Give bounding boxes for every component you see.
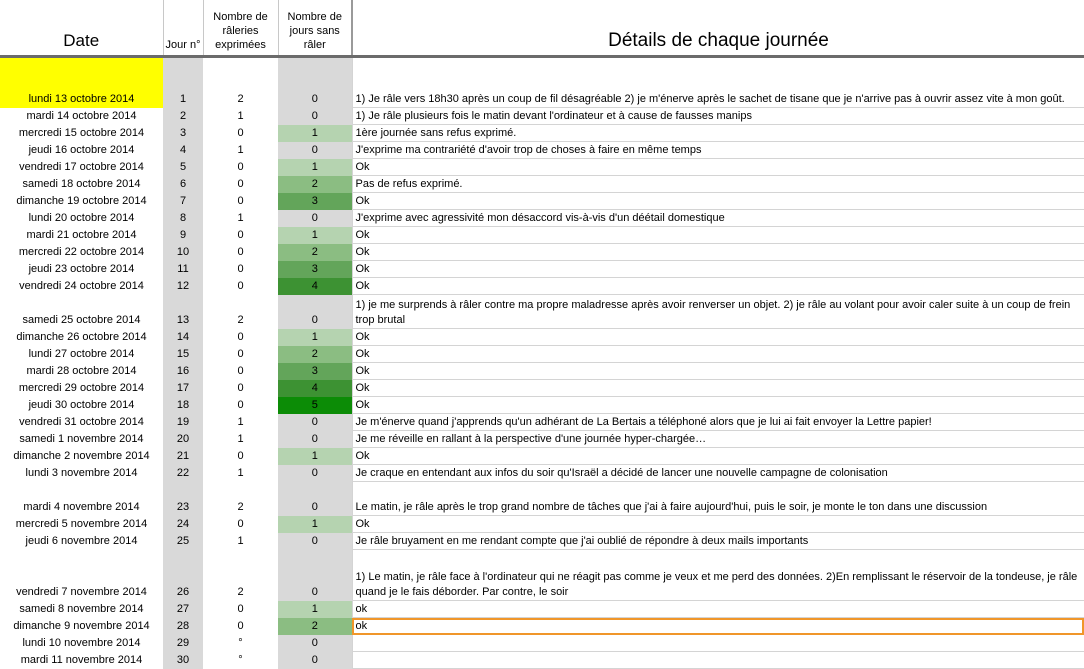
date-cell[interactable]: lundi 27 octobre 2014 [28, 347, 135, 360]
jours-sans-cell[interactable]: 0 [278, 533, 352, 550]
jour-cell[interactable]: 21 [163, 448, 203, 465]
details-cell[interactable]: 1) Le matin, je râle face à l'ordinateur qui ne réagit pas comme je veux et me perd des données. 2)En remplissant le réservoir de la tondeuse, je râle quand je le fais déborder. Par contre, le soir [352, 550, 1084, 601]
details-cell[interactable]: Le matin, je râle après le trop grand nombre de tâches que j'ai à faire aujourd'hui, puis le soir, je monte le ton dans une discussion [352, 482, 1084, 516]
raleries-cell[interactable]: 2 [237, 92, 244, 105]
date-cell[interactable]: dimanche 9 novembre 2014 [13, 619, 150, 632]
table-row [0, 159, 1084, 176]
details-cell[interactable]: Ok [352, 448, 1084, 465]
raleries-cell[interactable]: 0 [237, 449, 244, 462]
details-cell[interactable]: Ok [352, 227, 1084, 244]
raleries-cell[interactable]: 0 [237, 517, 244, 530]
table-row [0, 261, 1084, 278]
jours-sans-cell[interactable]: 0 [278, 465, 352, 482]
details-cell[interactable]: 1ère journée sans refus exprimé. [352, 125, 1084, 142]
jour-cell[interactable]: 4 [163, 142, 203, 159]
jour-cell[interactable]: 17 [163, 380, 203, 397]
jour-cell[interactable]: 6 [163, 176, 203, 193]
jours-sans-cell[interactable]: 0 [278, 295, 352, 329]
details-cell[interactable]: Ok [352, 397, 1084, 414]
table-row [0, 431, 1084, 448]
raleries-cell[interactable]: 0 [237, 262, 244, 275]
jours-sans-cell[interactable]: 0 [278, 414, 352, 431]
date-cell[interactable]: mercredi 5 novembre 2014 [15, 517, 148, 530]
date-cell[interactable]: lundi 3 novembre 2014 [25, 466, 138, 479]
jours-sans-cell[interactable]: 2 [278, 346, 352, 363]
table-row [0, 108, 1084, 125]
details-cell[interactable]: Je m'énerve quand j'apprends qu'un adhérant de La Bertais a téléphoné alors que je lui ai fait envoyer la Lettre papier! [352, 414, 1084, 431]
jour-cell[interactable]: 2 [163, 108, 203, 125]
date-cell[interactable]: vendredi 7 novembre 2014 [16, 585, 147, 598]
jour-cell[interactable]: 11 [163, 261, 203, 278]
header-jour[interactable]: Jour n° [163, 0, 203, 57]
raleries-cell[interactable]: 0 [237, 602, 244, 615]
table-row [0, 652, 1084, 669]
date-cell[interactable]: mercredi 15 octobre 2014 [18, 126, 145, 139]
jour-cell[interactable]: 15 [163, 346, 203, 363]
details-cell[interactable]: 1) Je râle vers 18h30 après un coup de fil désagréable 2) je m'énerve après le sachet de tisane que je n'arrive pas à ouvrir assez vite à mon goût. [352, 57, 1084, 108]
details-cell[interactable]: Ok [352, 380, 1084, 397]
jour-cell[interactable]: 25 [163, 533, 203, 550]
raleries-cell[interactable]: 1 [237, 466, 244, 479]
date-cell[interactable]: lundi 10 novembre 2014 [22, 636, 141, 649]
jours-sans-cell[interactable]: 4 [278, 380, 352, 397]
table-body [0, 57, 1084, 669]
date-cell[interactable]: mardi 14 octobre 2014 [26, 109, 137, 122]
table-row [0, 210, 1084, 227]
jours-sans-cell[interactable]: 1 [278, 227, 352, 244]
jours-sans-cell[interactable]: 1 [278, 159, 352, 176]
table-row [0, 244, 1084, 261]
raleries-cell[interactable]: ° [238, 636, 243, 649]
jours-sans-cell[interactable]: 0 [278, 108, 352, 125]
table-row [0, 346, 1084, 363]
jour-cell[interactable]: 5 [163, 159, 203, 176]
date-cell[interactable]: dimanche 19 octobre 2014 [16, 194, 147, 207]
jours-sans-cell[interactable]: 2 [278, 618, 352, 635]
jours-sans-cell[interactable]: 3 [278, 193, 352, 210]
jour-cell[interactable]: 29 [163, 635, 203, 652]
details-cell[interactable] [352, 635, 1084, 652]
table-row [0, 380, 1084, 397]
jours-sans-cell[interactable]: 1 [278, 329, 352, 346]
details-cell[interactable]: Ok [352, 363, 1084, 380]
details-cell[interactable]: Ok [352, 329, 1084, 346]
header-raleries[interactable]: Nombre de râleries exprimées [203, 0, 278, 57]
jour-cell[interactable]: 26 [163, 550, 203, 601]
jour-cell[interactable]: 9 [163, 227, 203, 244]
jours-sans-cell[interactable]: 3 [278, 363, 352, 380]
raleries-cell[interactable]: 0 [237, 330, 244, 343]
date-cell[interactable]: lundi 13 octobre 2014 [0, 57, 163, 108]
raleries-cell[interactable]: 2 [237, 500, 244, 513]
details-cell[interactable]: 1) Je râle plusieurs fois le matin devant l'ordinateur et à cause de fausses manips [352, 108, 1084, 125]
table-row [0, 363, 1084, 380]
jour-cell[interactable]: 28 [163, 618, 203, 635]
jours-sans-cell[interactable]: 0 [278, 652, 352, 669]
raleries-cell[interactable]: 1 [237, 143, 244, 156]
jours-sans-cell[interactable]: 1 [278, 516, 352, 533]
jours-sans-cell[interactable]: 2 [278, 244, 352, 261]
date-cell[interactable]: vendredi 17 octobre 2014 [19, 160, 144, 173]
details-cell[interactable]: Ok [352, 346, 1084, 363]
details-cell[interactable]: Ok [352, 193, 1084, 210]
raleries-cell[interactable]: 1 [237, 415, 244, 428]
jours-sans-cell[interactable]: 1 [278, 125, 352, 142]
table-row [0, 57, 1084, 108]
header-details[interactable]: Détails de chaque journée [608, 30, 829, 51]
table-row [0, 295, 1084, 329]
table-row [0, 414, 1084, 431]
date-cell[interactable]: samedi 8 novembre 2014 [19, 602, 144, 615]
jours-sans-cell[interactable]: 0 [278, 635, 352, 652]
table-row [0, 482, 1084, 516]
jours-sans-cell[interactable]: 0 [278, 550, 352, 601]
jours-sans-cell[interactable]: 0 [278, 210, 352, 227]
details-cell[interactable]: Je craque en entendant aux infos du soir qu'Israël a décidé de lancer une nouvelle campagne de colonisation [352, 465, 1084, 482]
jour-cell[interactable]: 10 [163, 244, 203, 261]
raleries-cell[interactable]: 0 [237, 619, 244, 632]
jour-cell[interactable]: 13 [163, 295, 203, 329]
jour-cell[interactable]: 23 [163, 482, 203, 516]
details-cell[interactable]: 1) je me surprends à râler contre ma propre maladresse après avoir renverser un objet. 2) je râle au volant pour avoir caler suite à un coup de frein trop brutal [352, 295, 1084, 329]
details-cell[interactable] [352, 652, 1084, 669]
raleries-cell[interactable]: 0 [237, 228, 244, 241]
jour-cell[interactable]: 24 [163, 516, 203, 533]
table-row [0, 125, 1084, 142]
jour-cell[interactable]: 12 [163, 278, 203, 295]
date-cell[interactable]: samedi 1 novembre 2014 [19, 432, 144, 445]
table-row [0, 329, 1084, 346]
jours-sans-cell[interactable]: 3 [278, 261, 352, 278]
raleries-cell[interactable]: 0 [237, 245, 244, 258]
date-cell[interactable]: jeudi 16 octobre 2014 [28, 143, 135, 156]
date-cell[interactable]: jeudi 23 octobre 2014 [28, 262, 135, 275]
date-cell[interactable]: mardi 11 novembre 2014 [20, 653, 143, 666]
details-cell[interactable]: ok [352, 618, 1084, 635]
raleries-cell[interactable]: ° [238, 653, 243, 666]
table-row [0, 550, 1084, 601]
raleries-cell[interactable]: 0 [237, 364, 244, 377]
table-row [0, 533, 1084, 550]
header-jours-sans[interactable]: Nombre de jours sans râler [278, 0, 352, 57]
raleries-cell[interactable]: 0 [237, 126, 244, 139]
jour-cell[interactable]: 20 [163, 431, 203, 448]
jour-cell[interactable]: 1 [163, 57, 203, 108]
jour-cell[interactable]: 19 [163, 414, 203, 431]
details-cell[interactable]: J'exprime avec agressivité mon désaccord vis-à-vis d'un déétail domestique [352, 210, 1084, 227]
table-row [0, 448, 1084, 465]
header-date[interactable]: Date [63, 31, 100, 50]
table-row [0, 278, 1084, 295]
date-cell[interactable]: lundi 20 octobre 2014 [28, 211, 135, 224]
details-cell[interactable]: Ok [352, 244, 1084, 261]
date-cell[interactable]: mardi 21 octobre 2014 [26, 228, 137, 241]
table-row [0, 601, 1084, 618]
date-cell[interactable]: dimanche 2 novembre 2014 [13, 449, 150, 462]
table-row [0, 516, 1084, 533]
table-row [0, 465, 1084, 482]
jours-sans-cell[interactable]: 1 [278, 601, 352, 618]
date-cell[interactable]: mercredi 22 octobre 2014 [18, 245, 145, 258]
raleries-cell[interactable]: 0 [237, 398, 244, 411]
jour-cell[interactable]: 16 [163, 363, 203, 380]
date-cell[interactable]: vendredi 24 octobre 2014 [19, 279, 144, 292]
table-row [0, 397, 1084, 414]
table-row [0, 635, 1084, 652]
raleries-cell[interactable]: 1 [237, 534, 244, 547]
details-cell[interactable]: Ok [352, 516, 1084, 533]
raleries-cell[interactable]: 0 [237, 347, 244, 360]
table-row [0, 176, 1084, 193]
raleries-cell[interactable]: 1 [237, 109, 244, 122]
raleries-cell[interactable]: 0 [237, 160, 244, 173]
raleries-cell[interactable]: 2 [237, 313, 244, 326]
details-cell[interactable]: Je râle bruyament en me rendant compte que j'ai oublié de répondre à deux mails importants [352, 533, 1084, 550]
details-cell[interactable]: Pas de refus exprimé. [352, 176, 1084, 193]
date-cell[interactable]: mardi 4 novembre 2014 [23, 500, 140, 513]
jour-cell[interactable]: 22 [163, 465, 203, 482]
jours-sans-cell[interactable]: 2 [278, 176, 352, 193]
details-cell[interactable]: Je me réveille en rallant à la perspective d'une journée hyper-chargée… [352, 431, 1084, 448]
details-cell[interactable]: Ok [352, 278, 1084, 295]
table-row [0, 618, 1084, 635]
jour-cell[interactable]: 30 [163, 652, 203, 669]
jours-sans-cell[interactable]: 0 [278, 431, 352, 448]
date-cell[interactable]: jeudi 30 octobre 2014 [28, 398, 135, 411]
jours-sans-cell[interactable]: 1 [278, 448, 352, 465]
raleries-cell[interactable]: 0 [237, 381, 244, 394]
date-cell[interactable]: mardi 28 octobre 2014 [26, 364, 137, 377]
jour-cell[interactable]: 18 [163, 397, 203, 414]
jour-cell[interactable]: 7 [163, 193, 203, 210]
date-cell[interactable]: mercredi 29 octobre 2014 [18, 381, 145, 394]
jour-cell[interactable]: 3 [163, 125, 203, 142]
date-cell[interactable]: vendredi 31 octobre 2014 [19, 415, 144, 428]
raleries-cell[interactable]: 1 [237, 211, 244, 224]
jour-cell[interactable]: 8 [163, 210, 203, 227]
jours-sans-cell[interactable]: 0 [278, 57, 352, 108]
date-cell[interactable]: samedi 18 octobre 2014 [22, 177, 141, 190]
jours-sans-cell[interactable]: 0 [278, 142, 352, 159]
jours-sans-cell[interactable]: 5 [278, 397, 352, 414]
raleries-cell[interactable]: 0 [237, 194, 244, 207]
header-row [0, 0, 1084, 57]
raleries-cell[interactable]: 1 [237, 432, 244, 445]
date-cell[interactable]: jeudi 6 novembre 2014 [25, 534, 138, 547]
date-cell[interactable]: dimanche 26 octobre 2014 [16, 330, 147, 343]
details-cell[interactable]: Ok [352, 159, 1084, 176]
table-row [0, 227, 1084, 244]
details-cell[interactable]: Ok [352, 261, 1084, 278]
jours-sans-cell[interactable]: 0 [278, 482, 352, 516]
jour-cell[interactable]: 27 [163, 601, 203, 618]
raleries-cell[interactable]: 2 [237, 585, 244, 598]
raleries-cell[interactable]: 0 [237, 177, 244, 190]
jour-cell[interactable]: 14 [163, 329, 203, 346]
details-cell[interactable]: J'exprime ma contrariété d'avoir trop de choses à faire en même temps [352, 142, 1084, 159]
details-cell[interactable]: ok [352, 601, 1084, 618]
table-row [0, 142, 1084, 159]
jours-sans-cell[interactable]: 4 [278, 278, 352, 295]
raleries-cell[interactable]: 0 [237, 279, 244, 292]
table-row [0, 193, 1084, 210]
date-cell[interactable]: samedi 25 octobre 2014 [22, 313, 141, 326]
